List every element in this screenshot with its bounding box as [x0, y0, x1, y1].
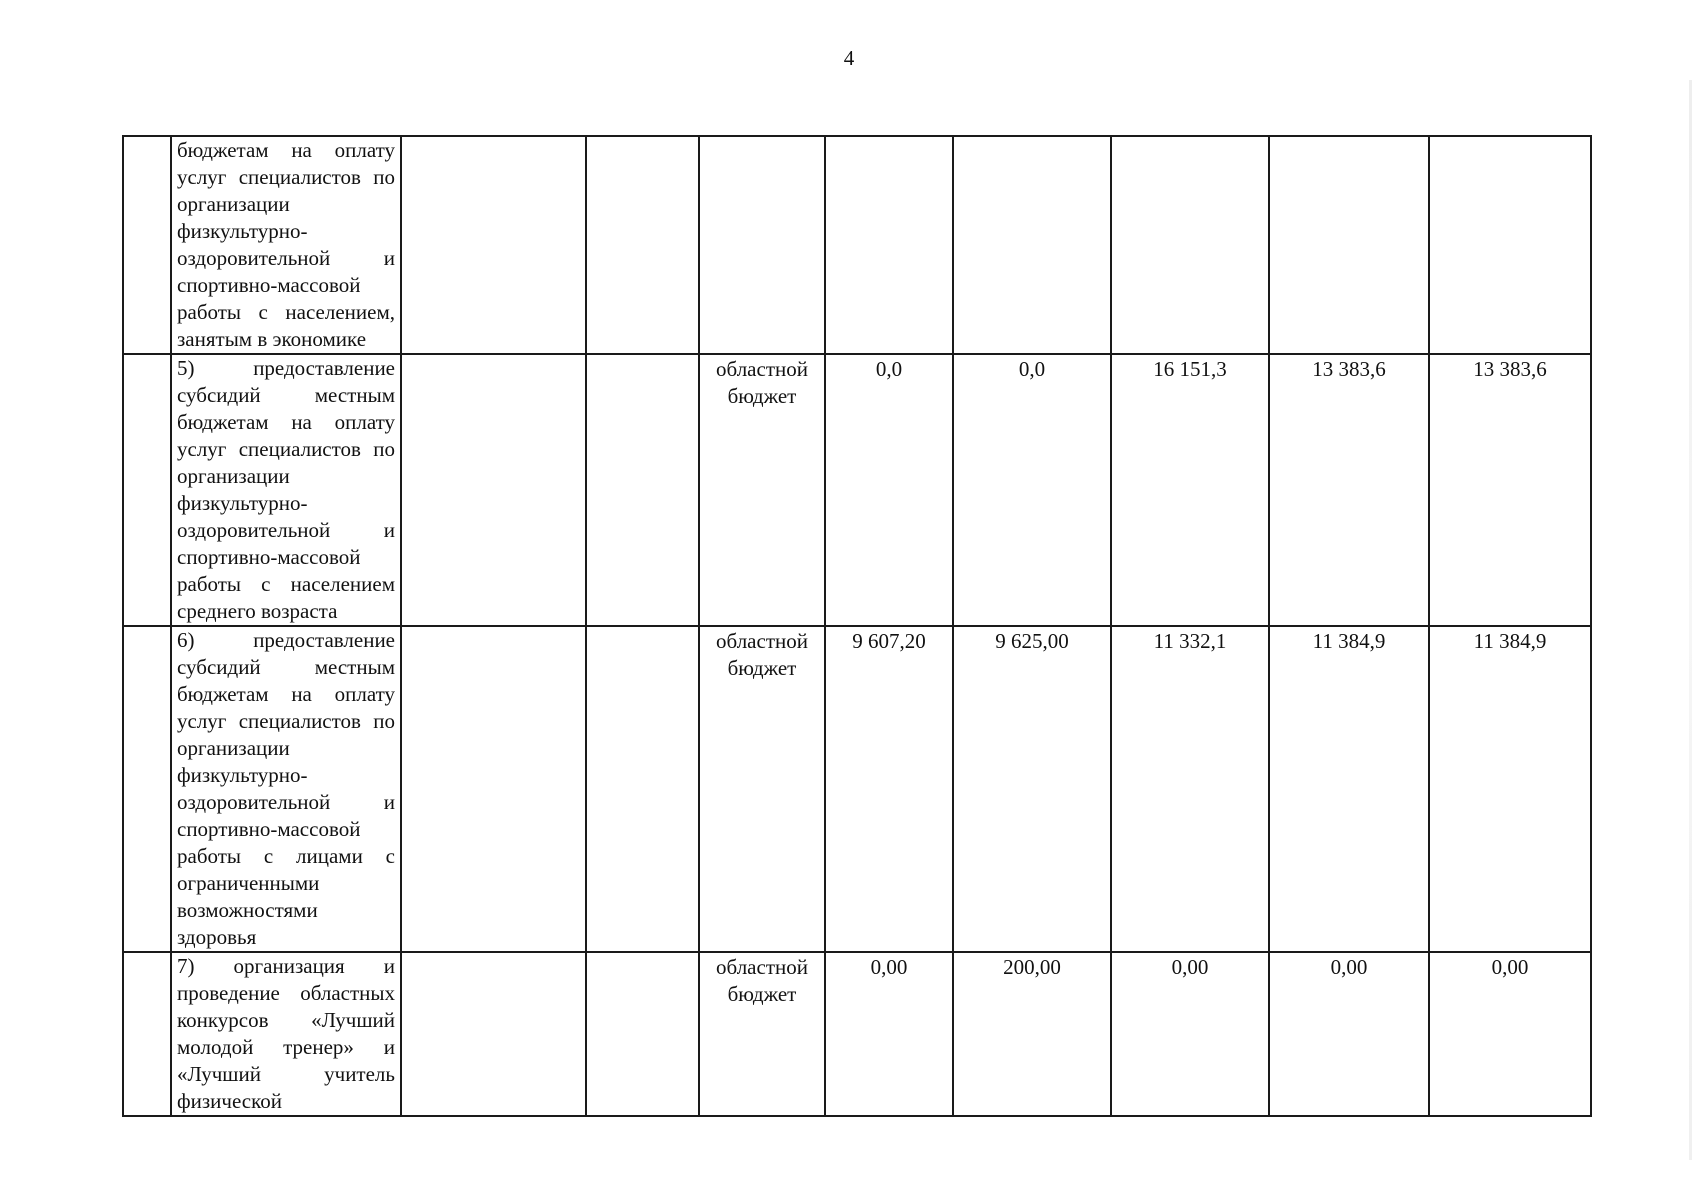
- value-cell: [825, 136, 953, 354]
- value-cell: [1269, 136, 1429, 354]
- value-cell: 13 383,6: [1269, 354, 1429, 626]
- table-row: [123, 354, 1591, 626]
- value-cell: 0,0: [953, 354, 1111, 626]
- value-cell: 11 332,1: [1111, 626, 1269, 952]
- number-cell: [123, 136, 171, 354]
- value-cell: 200,00: [953, 952, 1111, 1116]
- value-cell: [953, 136, 1111, 354]
- period-cell: [586, 952, 699, 1116]
- funding-source-cell: областной бюджет: [699, 626, 825, 952]
- value-cell: 9 625,00: [953, 626, 1111, 952]
- value-cell: 13 383,6: [1429, 354, 1591, 626]
- value-cell: 0,00: [1429, 952, 1591, 1116]
- value-cell: 0,0: [825, 354, 953, 626]
- executor-cell: [401, 136, 586, 354]
- period-cell: [586, 354, 699, 626]
- value-cell: 11 384,9: [1429, 626, 1591, 952]
- value-cell: [1429, 136, 1591, 354]
- value-cell: 0,00: [1269, 952, 1429, 1116]
- number-cell: [123, 952, 171, 1116]
- value-cell: 16 151,3: [1111, 354, 1269, 626]
- description-cell: 5) предоставление субсидий местным бюджетам на оплату услуг специалистов по организации физкультурно-оздоровительной и спортивно-массовой работы с населением среднего возраста: [171, 354, 401, 626]
- value-cell: 9 607,20: [825, 626, 953, 952]
- period-cell: [586, 626, 699, 952]
- description-cell: 7) организация и проведение областных конкурсов «Лучший молодой тренер» и «Лучший учитель физической: [171, 952, 401, 1116]
- page-number: 4: [843, 46, 855, 70]
- description-cell: бюджетам на оплату услуг специалистов по организации физкультурно-оздоровительной и спортивно-массовой работы с населением, занятым в экономике: [171, 136, 401, 354]
- table-row: [123, 136, 1591, 354]
- table-row: [123, 952, 1591, 1116]
- value-cell: [1111, 136, 1269, 354]
- scan-edge-artifact: [1689, 80, 1692, 1160]
- value-cell: 0,00: [825, 952, 953, 1116]
- value-cell: 11 384,9: [1269, 626, 1429, 952]
- budget-table: [122, 135, 1592, 1117]
- funding-source-cell: [699, 136, 825, 354]
- number-cell: [123, 626, 171, 952]
- executor-cell: [401, 626, 586, 952]
- description-cell: 6) предоставление субсидий местным бюджетам на оплату услуг специалистов по организации физкультурно-оздоровительной и спортивно-массовой работы с лицами с ограниченными возможностями здоровья: [171, 626, 401, 952]
- executor-cell: [401, 354, 586, 626]
- executor-cell: [401, 952, 586, 1116]
- number-cell: [123, 354, 171, 626]
- funding-source-cell: областной бюджет: [699, 354, 825, 626]
- table-row: [123, 626, 1591, 952]
- period-cell: [586, 136, 699, 354]
- value-cell: 0,00: [1111, 952, 1269, 1116]
- funding-source-cell: областной бюджет: [699, 952, 825, 1116]
